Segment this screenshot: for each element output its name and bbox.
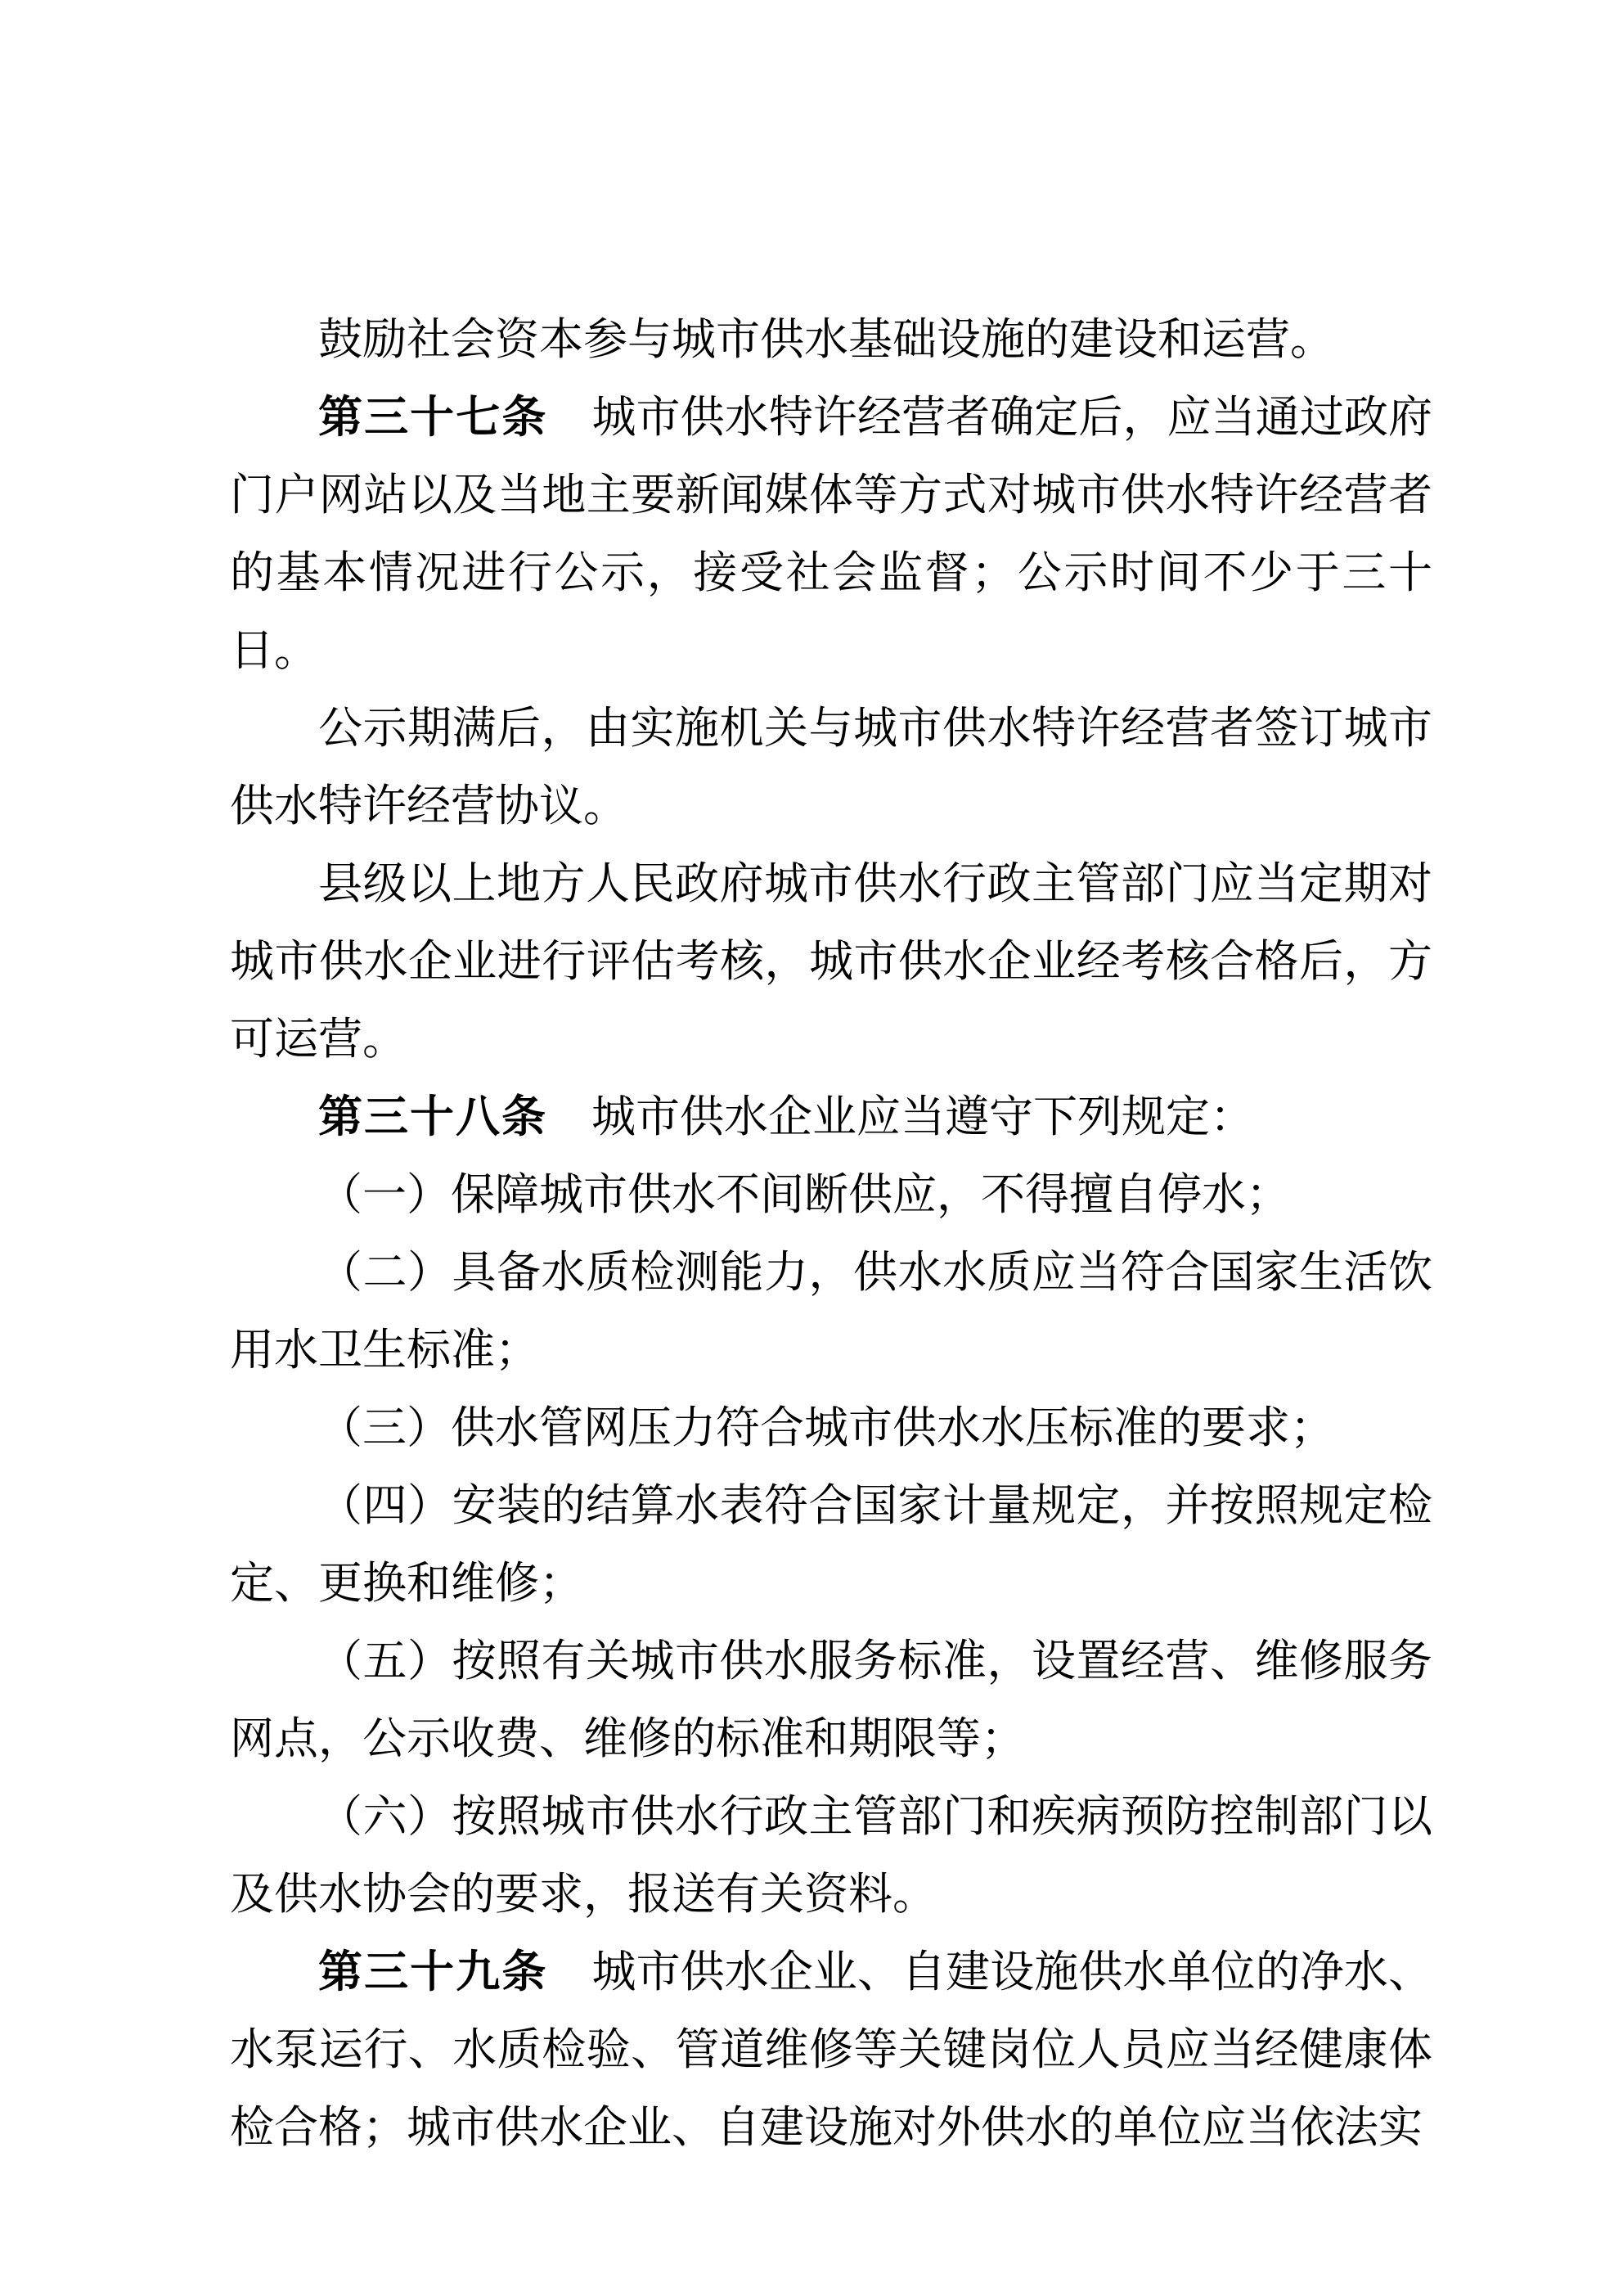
- document-body: [230, 301, 1432, 2167]
- paragraph-12: [230, 1934, 1432, 2167]
- paragraph-text: 城市供水特许经营者确定后，应当通过政府门户网站以及当地主要新闻媒体等方式对城市供水特许经营者的基本情况进行公示，接受社会监督；公示时间不少于三十日。: [230, 393, 1433, 675]
- paragraph-4: [230, 845, 1432, 1078]
- article-number: 第三十九条: [318, 1947, 548, 1997]
- paragraph-text: （五）按照有关城市供水服务标准，设置经营、维修服务网点，公示收费、维修的标准和期限等；: [230, 1636, 1432, 1763]
- paragraph-6: [230, 1156, 1432, 1234]
- paragraph-3: [230, 690, 1432, 845]
- paragraph-10: [230, 1623, 1432, 1778]
- paragraph-text: （三）供水管网压力符合城市供水水压标准的要求；: [318, 1403, 1334, 1452]
- paragraph-text: （二）具备水质检测能力，供水水质应当符合国家生活饮用水卫生标准；: [230, 1248, 1432, 1375]
- paragraph-9: [230, 1467, 1432, 1623]
- article-number: 第三十八条: [318, 1092, 547, 1141]
- paragraph-text: 鼓励社会资本参与城市供水基础设施的建设和运营。: [318, 315, 1334, 364]
- paragraph-text: （六）按照城市供水行政主管部门和疾病预防控制部门以及供水协会的要求，报送有关资料。: [230, 1792, 1432, 1919]
- article-number: 第三十七条: [318, 393, 548, 442]
- paragraph-text: 城市供水企业、自建设施供水单位的净水、水泵运行、水质检验、管道维修等关键岗位人员应当经健康体检合格；城市供水企业、自建设施对外供水的单位应当依法实: [230, 1947, 1433, 2152]
- paragraph-text: （四）安装的结算水表符合国家计量规定，并按照规定检定、更换和维修；: [230, 1481, 1432, 1608]
- paragraph-text: 县级以上地方人民政府城市供水行政主管部门应当定期对城市供水企业进行评估考核，城市供水企业经考核合格后，方可运营。: [230, 859, 1432, 1064]
- paragraph-11: [230, 1778, 1432, 1934]
- paragraph-5: [230, 1078, 1432, 1156]
- paragraph-2: [230, 379, 1432, 690]
- paragraph-1: [230, 301, 1432, 379]
- paragraph-text: 公示期满后，由实施机关与城市供水特许经营者签订城市供水特许经营协议。: [230, 704, 1432, 831]
- paragraph-text: （一）保障城市供水不间断供应，不得擅自停水；: [318, 1170, 1290, 1219]
- paragraph-7: [230, 1234, 1432, 1389]
- paragraph-text: 城市供水企业应当遵守下列规定：: [547, 1092, 1254, 1141]
- paragraph-8: [230, 1389, 1432, 1467]
